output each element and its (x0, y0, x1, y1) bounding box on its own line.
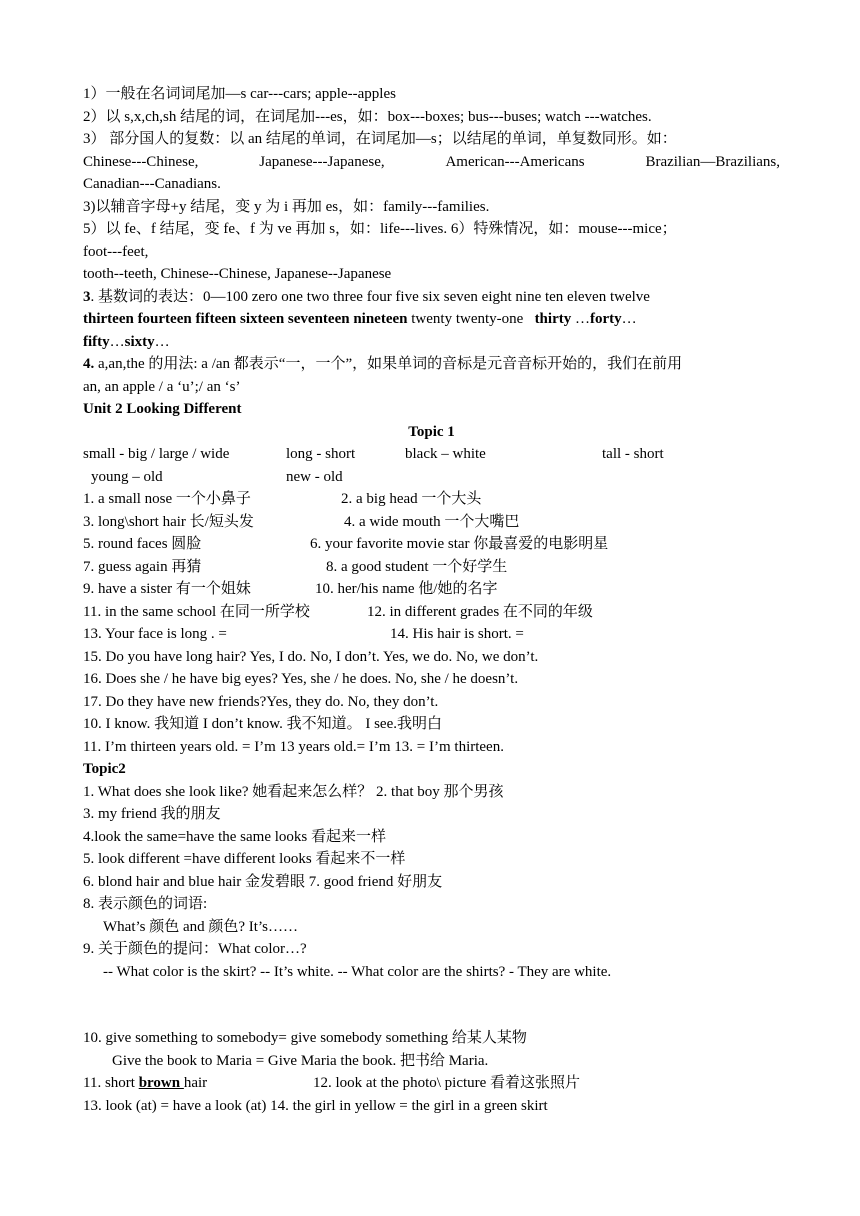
section-text: a,an,the 的用法: a /an 都表示“一，一个”，如果单词的音标是元音音标开始的，我们在前用 (94, 356, 683, 372)
phrase: 12. look at the photo\ picture 看着这张照片 (313, 1075, 581, 1091)
phrase: 2. a big head 一个大头 (341, 491, 482, 507)
phrase-line: 13. look (at) = have a look (at) 14. the girl in yellow = the girl in a green skirt (83, 1097, 548, 1114)
phrase: 6. your favorite movie star 你最喜爱的电影明星 (310, 536, 609, 552)
phrase-line (83, 556, 780, 579)
section-number: 3 (83, 288, 91, 305)
ellipsis: … (109, 333, 125, 350)
phrase: 11. in the same school 在同一所学校 (83, 603, 310, 620)
sentence-line: 16. Does she / he have big eyes? Yes, she / he does. No, she / he doesn’t. (83, 671, 519, 687)
articles-heading (83, 353, 780, 376)
phrase: 13. Your face is long . = (83, 626, 227, 642)
phrase: 4. a wide mouth 一个大嘴巴 (344, 513, 520, 530)
phrase: 3. long\short hair 长/短头发 (83, 513, 254, 530)
opposite-pair: small - big / large / wide (83, 446, 230, 462)
plural-example: Brazilian—Brazilians, (645, 153, 780, 170)
phrase: 9. have a sister 有一个姐妹 (83, 581, 251, 597)
articles-example: an, an apple / a ‘u’;/ an ‘s’ (83, 378, 241, 395)
phrase: 7. guess again 再猜 (83, 558, 202, 575)
phrase-line (83, 488, 780, 511)
plural-example: Japanese---Japanese, (259, 153, 385, 170)
plural-rule-1: 1）一般在名词词尾加—s car---cars; apple--apples (83, 86, 396, 102)
topic-title: Topic2 (83, 761, 126, 777)
opposites-line (83, 466, 780, 489)
plural-example: American---Americans (445, 153, 585, 170)
ellipsis: … (571, 311, 590, 327)
phrase-line: 10. give something to somebody= give somebody something 给某人某物 (83, 1030, 527, 1046)
phrase-line: 4.look the same=have the same looks 看起来一样 (83, 828, 386, 845)
sentence-line: 17. Do they have new friends?Yes, they do. No, they don’t. (83, 693, 439, 710)
phrase-line: 8. 表示颜色的词语: (83, 896, 208, 912)
bold-number: forty (589, 311, 622, 327)
phrase-line (83, 1072, 780, 1095)
bold-number: sixty (124, 333, 155, 350)
dialog-line: -- What color is the skirt? -- It’s white. -- What color are the shirts? - They are white. (103, 963, 612, 980)
opposite-pair: black – white (405, 446, 486, 462)
phrase-line (83, 511, 780, 534)
opposite-pair: tall - short (602, 446, 664, 462)
bold-numbers: thirteen fourteen fifteen sixteen seventeen nineteen (83, 311, 408, 327)
section-number: 4. (83, 356, 95, 372)
opposites-line (83, 443, 780, 466)
plural-rule-fe: 5）以 fe、f 结尾，变 fe、f 为 ve 再加 s，如：life---lives. 6）特殊情况，如：mouse---mice； (83, 221, 677, 237)
section-text: . 基数词的表达：0—100 zero one two three four five six seven eight nine ten eleven twelve (90, 288, 650, 305)
ellipsis: … (154, 333, 170, 350)
opposite-pair: young – old (91, 468, 163, 485)
phrase-line (83, 533, 780, 556)
phrase-line: 9. 关于颜色的提问：What color…? (83, 941, 307, 957)
phrase: 12. in different grades 在不同的年级 (367, 603, 593, 620)
phrase-line (83, 578, 780, 601)
cardinal-numbers-line (83, 331, 780, 354)
plural-rule-2: 2）以 s,x,ch,sh 结尾的词，在词尾加---es，如：box---boxes; bus---buses; watch ---watches. (83, 108, 652, 125)
blank-space (83, 983, 780, 1027)
phrase-end: hair (183, 1075, 208, 1091)
phrase-line: 3. my friend 我的朋友 (83, 806, 221, 822)
phrase: 14. His hair is short. = (390, 626, 524, 642)
opposite-pair: long - short (286, 446, 356, 462)
sentence-line: 15. Do you have long hair? Yes, I do. No, I don’t. Yes, we do. No, we don’t. (83, 648, 539, 665)
phrase: 5. round faces 圆脸 (83, 536, 202, 552)
sentence-line: 11. I’m thirteen years old. = I’m 13 years old.= I’m 13. = I’m thirteen. (83, 738, 504, 755)
document-page (83, 83, 780, 1117)
ellipsis: … (621, 311, 637, 327)
nationality-plurals-line (83, 151, 780, 174)
phrase: 10. her/his name 他/她的名字 (315, 581, 498, 597)
phrase-line: 5. look different =have different looks 看起来不一样 (83, 851, 406, 867)
plural-rule-3: 3） 部分国人的复数：以 an 结尾的单词，在词尾加—s；以结尾的单词，单复数同形。如： (83, 131, 677, 147)
bold-number: thirty (534, 311, 572, 327)
phrase-start: 11. short (83, 1075, 139, 1091)
phrase (83, 1072, 313, 1095)
plural-rule-y: 3)以辅音字母+y 结尾，变 y 为 i 再加 es，如：family---families. (83, 198, 490, 215)
phrase: 8. a good student 一个好学生 (326, 558, 508, 575)
topic-title: Topic 1 (408, 423, 455, 440)
opposite-pair: new - old (286, 468, 343, 485)
unit-title: Unit 2 Looking Different (83, 401, 242, 417)
plural-example-line: foot---feet, (83, 243, 149, 260)
plural-example-line: Canadian---Canadians. (83, 176, 221, 192)
plural-example-line: tooth--teeth, Chinese--Chinese, Japanese--Japanese (83, 266, 392, 282)
sentence-line: 10. I know. 我知道 I don’t know. 我不知道。 I see.我明白 (83, 716, 442, 732)
bold-number: fifty (83, 333, 110, 350)
phrase-line: 1. What does she look like? 她看起来怎么样？ 2. that boy 那个男孩 (83, 783, 504, 800)
phrase-line (83, 623, 780, 646)
cardinal-numbers-line (83, 308, 780, 331)
phrase-line (83, 601, 780, 624)
example-line: Give the book to Maria = Give Maria the book. 把书给 Maria. (112, 1052, 489, 1069)
phrase-line: What’s 颜色 and 颜色? It’s…… (103, 918, 298, 935)
plural-example: Chinese---Chinese, (83, 153, 199, 170)
underlined-word: brown (138, 1075, 184, 1091)
phrase: 1. a small nose 一个小鼻子 (83, 491, 251, 507)
cardinal-numbers-heading (83, 286, 780, 309)
plain-numbers: twenty twenty-one (407, 311, 528, 327)
phrase-line: 6. blond hair and blue hair 金发碧眼 7. good friend 好朋友 (83, 873, 443, 890)
